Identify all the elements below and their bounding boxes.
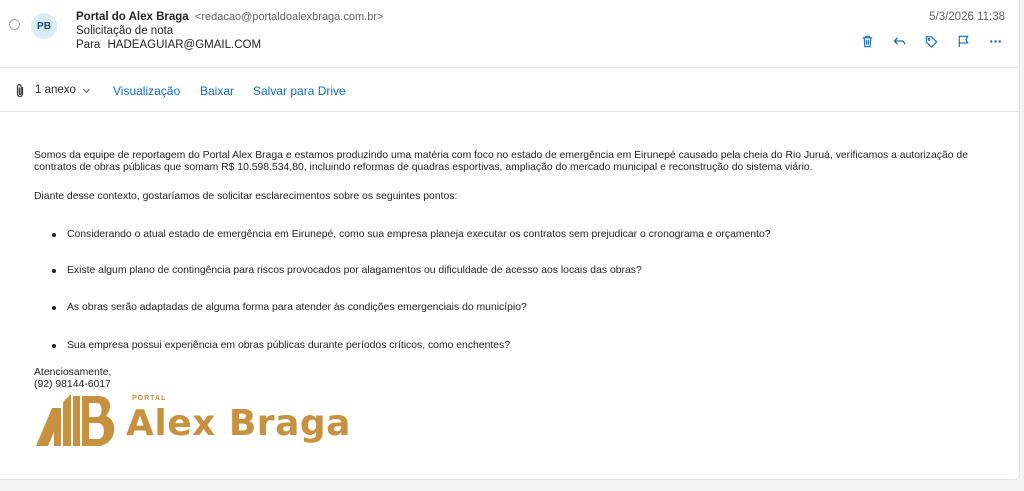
list-item-text: Considerando o atual estado de emergência em Eirunepé, como sua empresa planeja executar os contratos sem prejudicar o cronograma e orçamento? [67, 229, 771, 240]
bullet-icon [52, 269, 56, 273]
paperclip-icon [14, 83, 26, 99]
message-actions [856, 32, 1006, 50]
more-icon [988, 34, 1003, 49]
signature [34, 367, 111, 391]
email-header [0, 0, 1020, 68]
attachment-count-toggle[interactable] [35, 84, 91, 96]
body-paragraph-request: Diante desse contexto, gostaríamos de solicitar esclarecimentos sobre os seguintes pontos: [34, 191, 458, 202]
portal-logo [36, 394, 356, 448]
flag-button[interactable] [952, 32, 974, 50]
attachment-count: 1 anexo [35, 84, 76, 96]
to-label: Para [76, 39, 101, 51]
phone-number: (92) 98144-6017 [34, 379, 111, 390]
download-link[interactable]: Baixar [200, 84, 235, 98]
list-item [52, 340, 510, 351]
logo-brand-text: Alex Braga [126, 403, 351, 444]
sender-line [76, 11, 383, 23]
sender-email[interactable]: <redacao@portaldoalexbraga.com.br> [194, 11, 384, 23]
tag-icon [924, 34, 939, 49]
trash-icon [860, 34, 875, 49]
reply-icon [892, 34, 907, 49]
delete-button[interactable] [856, 32, 878, 50]
list-item-text: Sua empresa possui experiência em obras públicas durante períodos críticos, como enchentes? [67, 340, 511, 351]
email-subject: Solicitação de nota [76, 25, 174, 37]
chevron-down-icon [82, 86, 91, 95]
logo-mark-icon [36, 394, 121, 448]
list-item-text: Existe algum plano de contingência para riscos provocados por alagamentos ou dificuldade de acesso aos locais das obras? [67, 265, 642, 276]
list-item [52, 302, 527, 313]
logo-portal-text: PORTAL [132, 395, 167, 402]
body-paragraph-intro: Somos da equipe de reportagem do Portal Alex Braga e estamos produzindo uma matéria com foco no estado de emergência em Eirunepé causado pela cheia do Rio Juruá, verificamos a autorização de contratos de obras públicas que somam R$ 10.598.534,80, incluindo reformas de quadras esportivas, ampliação do mercado municipal e reconstrução do sistema viário. [34, 150, 968, 173]
recipient-line [76, 39, 261, 51]
closing-text: Atenciosamente, [34, 367, 112, 378]
preview-link[interactable]: Visualização [113, 84, 181, 98]
flag-icon [956, 34, 971, 49]
sender-name[interactable]: Portal do Alex Braga [76, 11, 189, 23]
more-actions-button[interactable] [984, 32, 1006, 50]
list-item [52, 265, 642, 276]
list-item-text: As obras serão adaptadas de alguma forma para atender às condições emergenciais do município? [67, 302, 527, 313]
email-date: 5/3/2026 11:38 [929, 11, 1005, 23]
bullet-icon [52, 306, 56, 310]
bullet-icon [52, 233, 56, 237]
attachment-bar [0, 69, 1020, 112]
list-item [52, 229, 771, 240]
recipient-address[interactable]: HADEAGUIAR@GMAIL.COM [107, 39, 262, 51]
select-checkbox[interactable] [9, 19, 20, 30]
reply-button[interactable] [888, 32, 910, 50]
save-to-drive-link[interactable]: Salvar para Drive [253, 84, 346, 98]
categorize-button[interactable] [920, 32, 942, 50]
avatar[interactable]: PB [31, 13, 57, 39]
bullet-icon [52, 344, 56, 348]
